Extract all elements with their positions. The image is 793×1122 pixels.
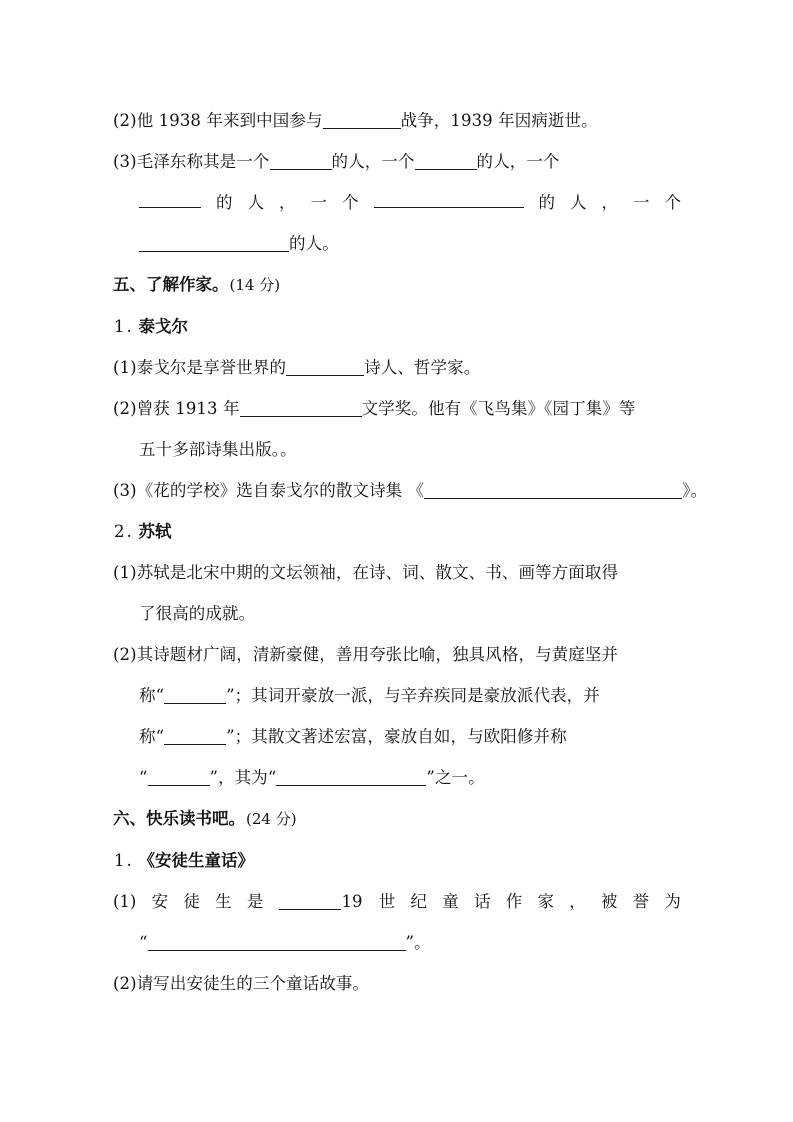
century-number: 19 xyxy=(341,892,363,911)
char-8: 话 xyxy=(473,892,491,911)
fill-blank[interactable] xyxy=(270,153,332,170)
line2-char-f: 的 xyxy=(538,193,555,212)
fill-blank[interactable] xyxy=(164,728,226,745)
author-1-item-1 xyxy=(113,347,681,388)
item-number: (2) xyxy=(113,645,137,664)
book-number: 1 xyxy=(114,851,125,870)
char-5: 世 xyxy=(378,892,396,911)
char-13: 誉 xyxy=(632,892,650,911)
line3-tail: 的人。 xyxy=(289,234,339,253)
item-number: (1) xyxy=(113,892,137,911)
char-12: 被 xyxy=(600,892,618,911)
author-number-dot: . xyxy=(126,317,132,336)
fill-blank[interactable] xyxy=(279,893,341,910)
item-number: (2) xyxy=(113,974,137,993)
item-text-after-blank: 战争，1939 年因病逝世。 xyxy=(400,111,598,130)
fill-blank[interactable] xyxy=(148,769,210,786)
item-number: (2) xyxy=(113,111,137,130)
author-name: 泰戈尔 xyxy=(138,317,188,336)
question-4-item-2 xyxy=(113,100,681,141)
item-text: 请写出安徒生的三个童话故事。 xyxy=(136,974,370,993)
fill-blank[interactable] xyxy=(424,482,682,499)
fill-blank[interactable] xyxy=(374,191,524,208)
char-1: 安 xyxy=(151,892,169,911)
author-name: 苏轼 xyxy=(138,522,172,541)
question-4-item-3-line-1 xyxy=(113,141,681,182)
author-2-item-1-line-2: 了很高的成就。 xyxy=(139,604,256,623)
item-number: (3) xyxy=(113,152,137,171)
book-number-dot: . xyxy=(126,851,132,870)
author-1-item-3 xyxy=(113,470,708,511)
item-number: (1) xyxy=(113,563,137,582)
author-number: 1 xyxy=(114,317,125,336)
author-heading-1 xyxy=(113,306,681,347)
author-1-item-2-line-2: 五十多部诗集出版。。 xyxy=(139,440,297,459)
line2-char-h: ， xyxy=(601,193,618,212)
author-heading-2 xyxy=(113,511,681,552)
fill-blank[interactable] xyxy=(286,359,364,376)
fill-blank[interactable] xyxy=(139,235,289,252)
line2-char-i: 一 xyxy=(633,193,650,212)
fill-blank[interactable] xyxy=(276,769,426,786)
item-text-a: 称“ xyxy=(139,727,165,746)
char-14: 为 xyxy=(664,892,681,911)
author-number: 2 xyxy=(114,522,125,541)
page-content xyxy=(113,100,708,1004)
author-2-item-2-line-4 xyxy=(113,757,681,798)
book-1-item-1-line-1 xyxy=(113,881,681,922)
author-1-item-2-line-1 xyxy=(113,388,681,429)
char-6: 纪 xyxy=(410,892,428,911)
char-3: 生 xyxy=(215,892,232,911)
item-text-b: 的人，一个 xyxy=(331,152,415,171)
line2-char-b: 人 xyxy=(247,193,264,212)
section-heading-6 xyxy=(113,798,681,840)
item-text-before-blank: 他 1938 年来到中国参与 xyxy=(136,111,323,130)
item-text-after-blank: 文学奖。他有《飞鸟集》《园丁集》等 xyxy=(361,399,636,418)
line2-char-a: 的 xyxy=(216,193,233,212)
trailing-period: 。 xyxy=(414,933,431,952)
book-1-item-1-line-2 xyxy=(113,922,681,963)
fill-blank[interactable] xyxy=(240,400,362,417)
section-score: (24 分) xyxy=(246,810,297,828)
fill-blank[interactable] xyxy=(415,153,477,170)
author-2-item-1-line-1 xyxy=(113,552,681,593)
item-number: (3) xyxy=(113,481,137,500)
fill-blank[interactable] xyxy=(139,191,201,208)
section-title: 六、快乐读书吧。 xyxy=(113,809,245,828)
question-4-item-3-line-3 xyxy=(113,223,681,264)
author-2-item-2-line-3 xyxy=(113,716,681,757)
line2-char-d: 一 xyxy=(310,193,327,212)
quoted-long-blank xyxy=(139,922,414,963)
book-heading-1 xyxy=(113,840,681,881)
item-text-after-blank: 诗人、哲学家。 xyxy=(364,358,481,377)
item-text-c: 的人，一个 xyxy=(476,152,560,171)
item-text-b: ”；其词开豪放一派，与辛弃疾同是豪放派代表，并 xyxy=(226,686,600,705)
char-9: 作 xyxy=(505,892,523,911)
char-10: 家 xyxy=(537,892,554,911)
item-text: 苏轼是北宋中期的文坛领袖，在诗、词、散文、书、画等方面取得 xyxy=(136,563,619,582)
quote-open: “ xyxy=(139,933,148,952)
author-2-item-2-line-2 xyxy=(113,675,681,716)
char-2: 徒 xyxy=(183,892,200,911)
char-11: ， xyxy=(569,892,586,911)
item-number: (1) xyxy=(113,358,137,377)
fill-blank[interactable] xyxy=(323,112,401,129)
item-number: (2) xyxy=(113,399,137,418)
char-4: 是 xyxy=(246,892,264,911)
item-text-before-blank: 曾获 1913 年 xyxy=(136,399,240,418)
item-text-b: ”，其为“ xyxy=(209,768,277,787)
line2-char-j: 个 xyxy=(664,193,681,212)
item-text-a: 毛泽东称其是一个 xyxy=(136,152,270,171)
item-text-a: 称“ xyxy=(139,686,165,705)
char-7: 童 xyxy=(442,892,459,911)
section-heading-5 xyxy=(113,264,681,306)
item-text-before-blank: 泰戈尔是享誉世界的 xyxy=(136,358,287,377)
book-1-item-2 xyxy=(113,963,681,1004)
section-score: (14 分) xyxy=(229,276,281,294)
item-text-b: ”；其散文著述宏富，豪放自如，与欧阳修并称 xyxy=(226,727,567,746)
quote-close: ” xyxy=(405,933,415,952)
item-text: 其诗题材广阔，清新豪健，善用夸张比喻，独具风格，与黄庭坚并 xyxy=(136,645,619,664)
item-text-a: “ xyxy=(139,768,148,787)
line2-char-c: ， xyxy=(279,193,296,212)
blank-with-year xyxy=(279,881,364,922)
line2-char-g: 人 xyxy=(570,193,587,212)
book-title: 《安徒生童话》 xyxy=(138,851,254,870)
author-number-dot: . xyxy=(126,522,132,541)
question-4-item-3-line-2 xyxy=(113,182,681,223)
fill-blank[interactable] xyxy=(148,934,406,951)
section-title: 五、了解作家。 xyxy=(113,275,229,294)
fill-blank[interactable] xyxy=(164,687,226,704)
author-2-item-2-line-1 xyxy=(113,634,681,675)
line2-char-e: 个 xyxy=(342,193,359,212)
item-text-after-blank: 》。 xyxy=(682,481,708,500)
item-text-before-blank: 《花的学校》选自泰戈尔的散文诗集 《 xyxy=(136,481,425,500)
item-text-c: ”之一。 xyxy=(426,768,485,787)
